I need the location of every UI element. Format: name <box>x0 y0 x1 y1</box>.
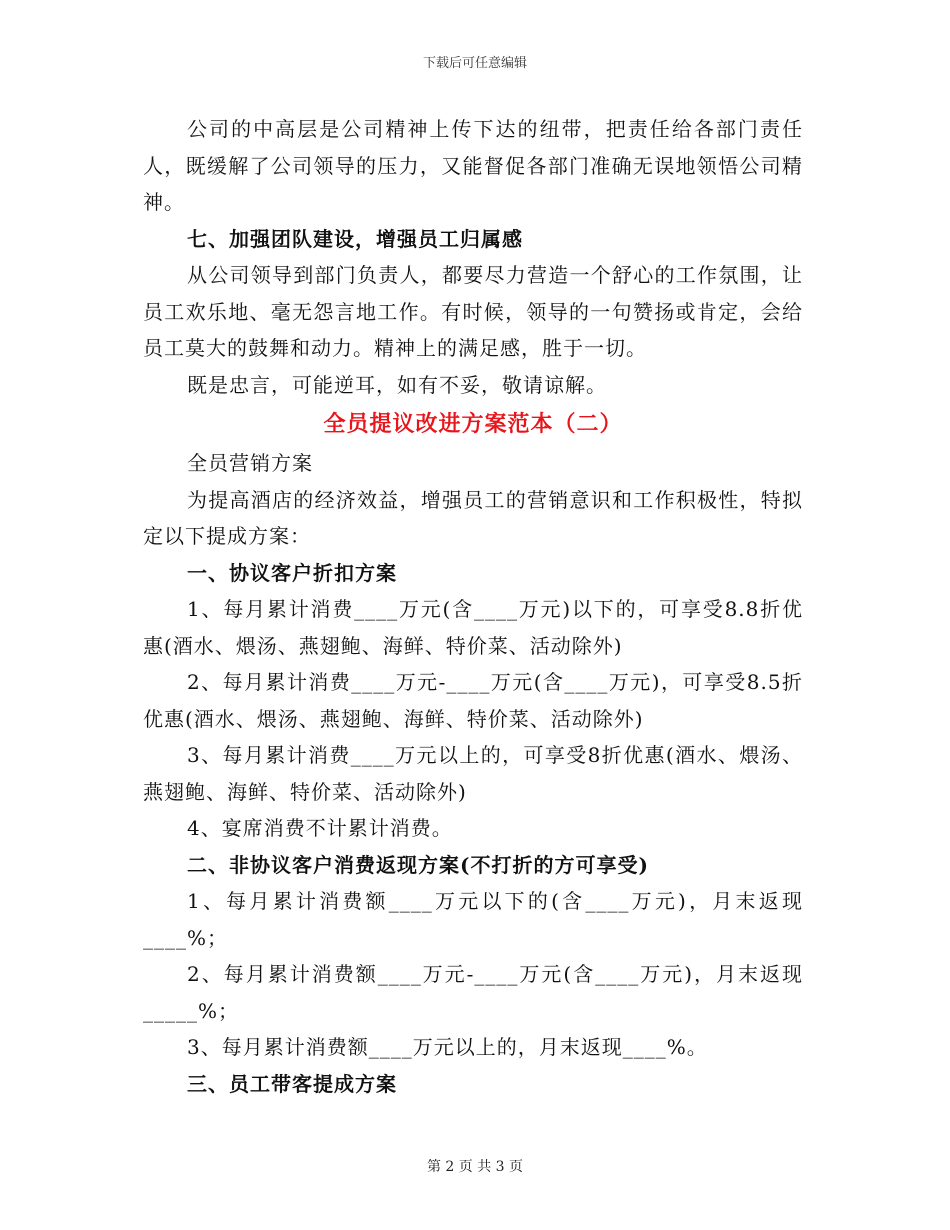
paragraph: 从公司领导到部门负责人，都要尽力营造一个舒心的工作氛围，让员工欢乐地、毫无怨言地工作。有时候，领导的一句赞扬或肯定，会给员工莫大的鼓舞和动力。精神上的满足感，胜于一切。 <box>143 263 803 360</box>
list-item: 4、宴席消费不计累计消费。 <box>187 816 453 840</box>
section-heading: 二、非协议客户消费返现方案(不打折的方可享受) <box>187 852 649 877</box>
document-body <box>143 111 803 1102</box>
paragraph: 为提高酒店的经济效益，增强员工的营销意识和工作积极性，特拟定以下提成方案： <box>143 487 803 548</box>
list-item: 3、每月累计消费额____万元以上的，月末返现____%。 <box>187 1035 708 1059</box>
paragraph: 既是忠言，可能逆耳，如有不妥，敬请谅解。 <box>187 372 607 397</box>
list-item: 1、每月累计消费____万元(含____万元)以下的，可享受8.8折优惠(酒水、煨汤、燕翅鲍、海鲜、特价菜、活动除外) <box>143 597 803 658</box>
list-item: 3、每月累计消费____万元以上的，可享受8折优惠(酒水、煨汤、燕翅鲍、海鲜、特价菜、活动除外) <box>143 743 803 804</box>
paragraph: 全员营销方案 <box>187 451 313 475</box>
list-item: 1、每月累计消费额____万元以下的(含____万元)，月末返现____%； <box>143 889 803 950</box>
list-item: 2、每月累计消费____万元-____万元(含____万元)，可享受8.5折优惠(酒水、煨汤、燕翅鲍、海鲜、特价菜、活动除外) <box>143 670 803 731</box>
page-footer: 第 2 页 共 3 页 <box>426 1159 524 1175</box>
page-header: 下载后可任意编辑 <box>422 56 527 71</box>
document-title: 全员提议改进方案范本（二） <box>323 411 623 437</box>
section-heading: 七、加强团队建设，增强员工归属感 <box>187 226 523 251</box>
section-heading: 一、协议客户折扣方案 <box>187 560 397 585</box>
section-heading: 三、员工带客提成方案 <box>187 1071 397 1096</box>
list-item: 2、每月累计消费额____万元-____万元(含____万元)，月末返现_____%； <box>143 962 803 1023</box>
paragraph: 公司的中高层是公司精神上传下达的纽带，把责任给各部门责任人，既缓解了公司领导的压力，又能督促各部门准确无误地领悟公司精神。 <box>143 117 803 214</box>
